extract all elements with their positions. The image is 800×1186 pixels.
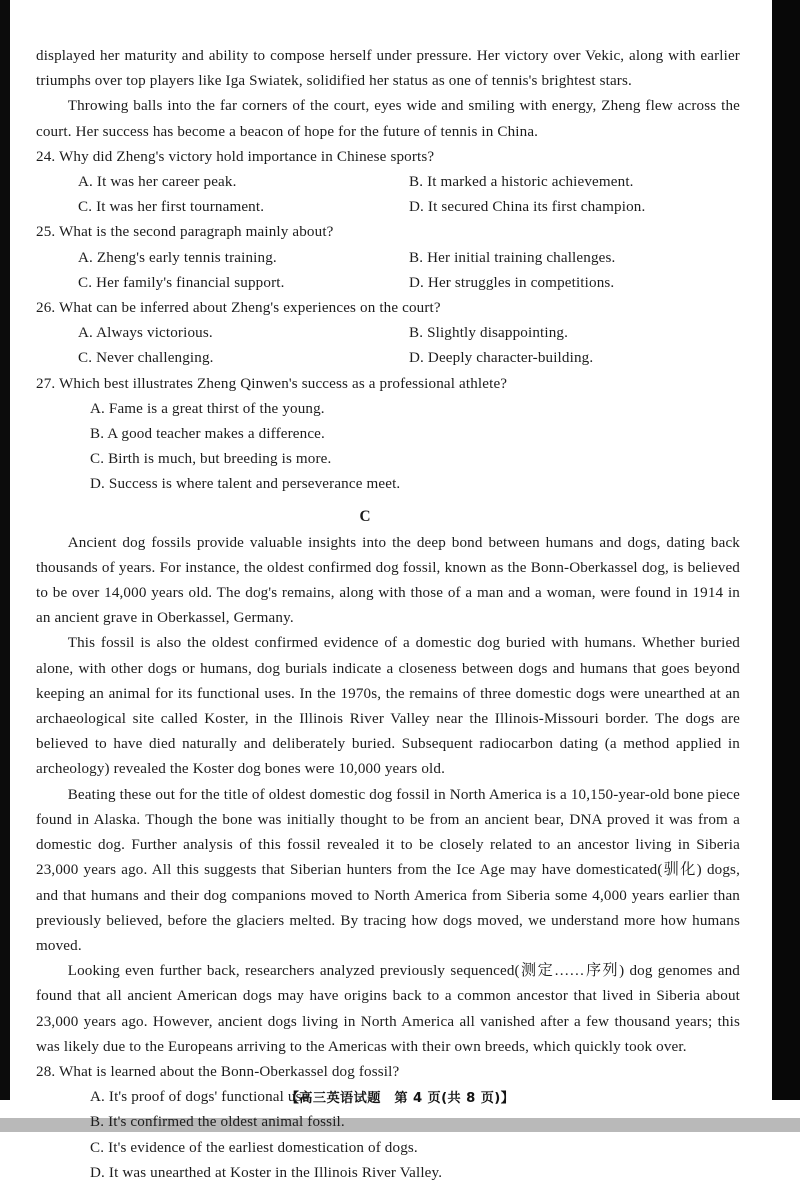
question-block-26 [36, 296, 740, 372]
options-27 [36, 397, 740, 498]
question-stem-24 [36, 145, 740, 170]
question-number-25: 25. [36, 224, 56, 241]
options-26 [36, 321, 740, 371]
question-block-24 [36, 145, 740, 221]
question-stem-25 [36, 220, 740, 245]
options-25 [36, 246, 740, 296]
section-c-paragraph-3: Beating these out for the title of oldest domestic dog fossil in North America is a 10,150-year-old bone piece found in Alaska. Though the bone was initially thought to be from an ancient bear, DNA proved it was from a domestic dog. Further analysis of this fossil revealed it to be closely related to an ancestor living in Siberia 23,000 years ago. All this suggests that Siberian hunters from the Ice Age may have domesticated(驯化) dogs, and that humans and their dog companions moved to North America from Siberia some 4,000 years earlier than previously believed, before the glaciers melted. By tracing how dogs moved, we understand more how humans moved. [36, 786, 740, 954]
option-a-26[interactable]: A. Always victorious. [78, 325, 213, 342]
option-d-25[interactable]: D. Her struggles in competitions. [409, 274, 615, 291]
option-b-28[interactable]: B. It's confirmed the oldest animal fossil. [90, 1114, 345, 1131]
option-column-right [409, 321, 740, 371]
question-block-25 [36, 220, 740, 296]
option-b-27[interactable]: B. A good teacher makes a difference. [90, 426, 325, 443]
question-block-27 [36, 372, 740, 498]
option-c-26[interactable]: C. Never challenging. [78, 350, 214, 367]
option-a-27[interactable]: A. Fame is a great thirst of the young. [90, 400, 325, 417]
section-c-paragraph-1: Ancient dog fossils provide valuable insights into the deep bond between humans and dogs, dating back thousands of years. For instance, the oldest confirmed dog fossil, known as the Bonn-Oberkassel dog, is believed to be over 14,000 years old. The dog's remains, along with those of a man and a woman, were found in 1914 in an ancient grave in Oberkassel, Germany. [36, 534, 740, 627]
question-number-27: 27. [36, 375, 56, 392]
question-stem-28 [36, 1060, 740, 1085]
option-a-28[interactable]: A. It's proof of dogs' functional use. [90, 1089, 313, 1106]
option-d-27[interactable]: D. Success is where talent and perseverance meet. [90, 476, 401, 493]
section-heading-c: C [359, 507, 371, 525]
option-column-left [78, 170, 409, 220]
scan-edge-left [0, 0, 10, 1100]
option-d-28[interactable]: D. It was unearthed at Koster in the Illinois River Valley. [90, 1164, 443, 1181]
option-a-24[interactable]: A. It was her career peak. [78, 174, 237, 191]
option-c-27[interactable]: C. Birth is much, but breeding is more. [90, 451, 332, 468]
question-text-24: Why did Zheng's victory hold importance in Chinese sports? [58, 148, 435, 165]
question-number-26: 26. [36, 300, 56, 317]
page-footer: 【高三英语试题 第 4 页(共 8 页)】 [285, 1091, 515, 1106]
page-content [36, 44, 740, 1186]
option-b-24[interactable]: B. It marked a historic achievement. [409, 174, 634, 191]
section-c-paragraph-2: This fossil is also the oldest confirmed evidence of a domestic dog buried with humans. Whether buried alone, with other dogs or humans, dog burials indicate a closeness between dogs and humans that goes beyond keeping an animal for its functional uses. In the 1970s, the remains of three domestic dogs were unearthed at an archaeological site called Koster, in the Illinois River Valley near the Illinois-Missouri border. The dogs are believed to have died naturally and deliberately buried. Subsequent radiocarbon dating (a method applied in archeology) revealed the Koster dog bones were 10,000 years old. [36, 635, 740, 778]
question-text-26: What can be inferred about Zheng's experiences on the court? [58, 300, 441, 317]
option-b-25[interactable]: B. Her initial training challenges. [409, 249, 616, 266]
question-text-25: What is the second paragraph mainly about? [58, 224, 334, 241]
option-column-right [409, 170, 740, 220]
question-number-24: 24. [36, 148, 56, 165]
question-stem-27 [36, 372, 740, 397]
question-text-28: What is learned about the Bonn-Oberkassel dog fossil? [58, 1063, 400, 1080]
question-stem-26 [36, 296, 740, 321]
option-c-28[interactable]: C. It's evidence of the earliest domestication of dogs. [90, 1139, 418, 1156]
scan-edge-right [772, 0, 800, 1100]
option-column-right [409, 246, 740, 296]
option-column-left [78, 321, 409, 371]
option-c-24[interactable]: C. It was her first tournament. [78, 199, 265, 216]
option-d-24[interactable]: D. It secured China its first champion. [409, 199, 646, 216]
question-text-27: Which best illustrates Zheng Qinwen's success as a professional athlete? [58, 375, 508, 392]
option-a-25[interactable]: A. Zheng's early tennis training. [78, 249, 277, 266]
option-column-left [78, 246, 409, 296]
question-block-28 [36, 1060, 740, 1186]
question-number-28: 28. [36, 1063, 56, 1080]
passage-paragraph: displayed her maturity and ability to compose herself under pressure. Her victory over Vekic, along with earlier triumphs over top players like Iga Swiatek, solidified her status as one of tennis's brightest stars. [36, 48, 740, 90]
option-c-25[interactable]: C. Her family's financial support. [78, 274, 285, 291]
passage-paragraph: Throwing balls into the far corners of the court, eyes wide and smiling with energy, Zheng flew across the court. Her success has become a beacon of hope for the future of tennis in China. [36, 98, 740, 140]
section-c-paragraph-4: Looking even further back, researchers analyzed previously sequenced(测定……序列) dog genomes and found that all ancient American dogs may have origins back to a common ancestor that lived in Siberia about 23,000 years ago. However, ancient dogs living in North America all vanished after a few thousand years; this was likely due to the Europeans arriving to the Americas with their own breeds, which quickly took over. [36, 963, 740, 1055]
option-d-26[interactable]: D. Deeply character-building. [409, 350, 594, 367]
option-b-26[interactable]: B. Slightly disappointing. [409, 325, 569, 342]
options-24 [36, 170, 740, 220]
